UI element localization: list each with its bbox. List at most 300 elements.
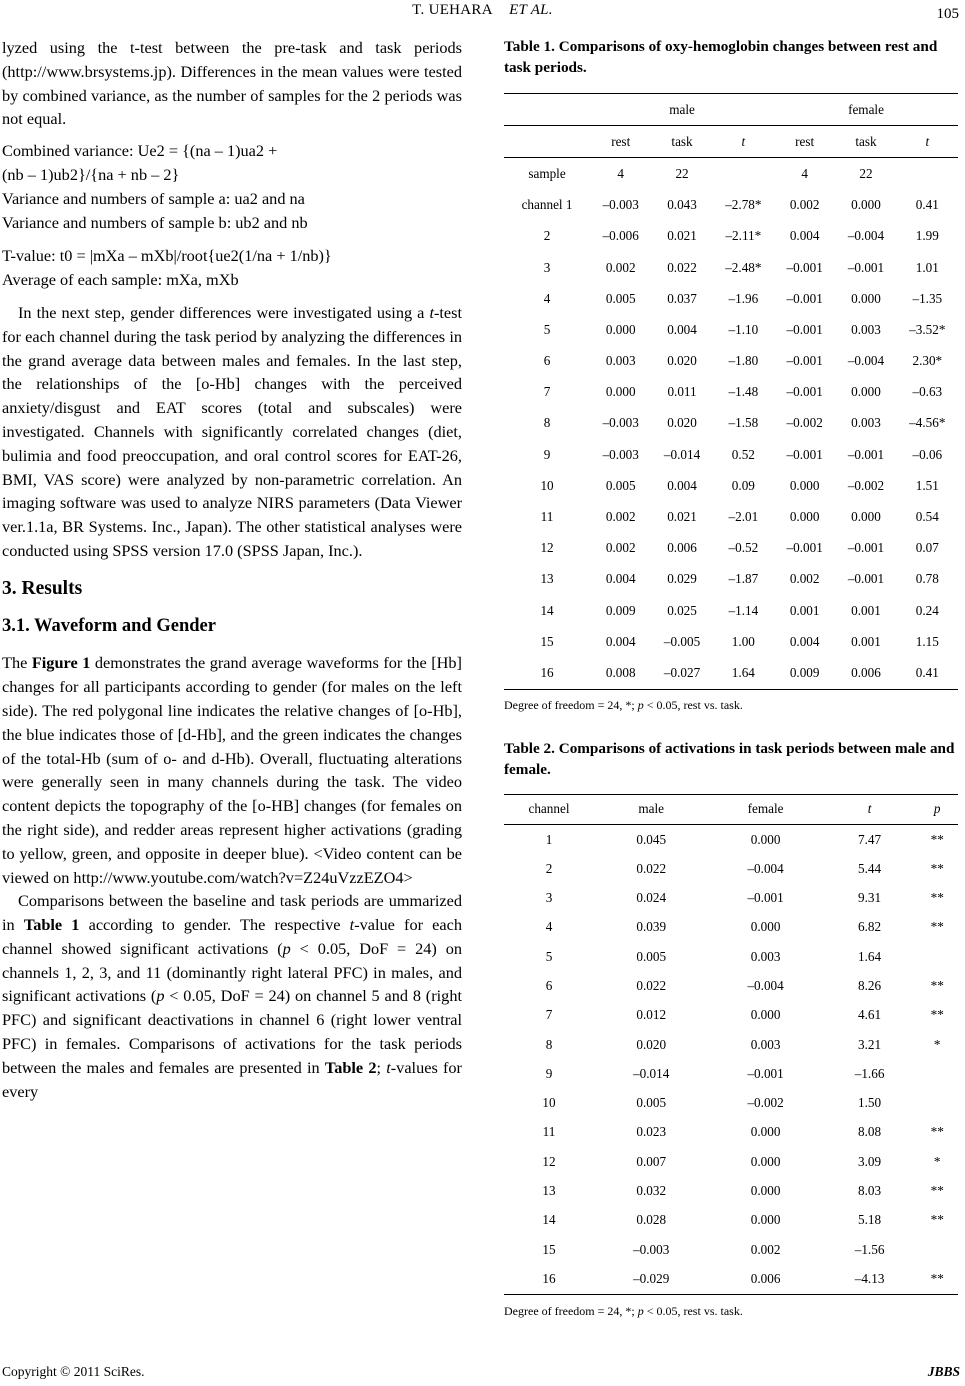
table-cell: 0.022 bbox=[636, 977, 667, 993]
italic-run: p bbox=[156, 986, 165, 1006]
table-cell: 1 bbox=[545, 831, 553, 847]
table-cell: 0.002 bbox=[605, 259, 636, 275]
table-cell: 0.000 bbox=[750, 1124, 781, 1140]
table-row bbox=[504, 657, 958, 689]
table-cell: 14 bbox=[540, 602, 554, 618]
table-cell: 0.001 bbox=[851, 633, 881, 649]
table-row bbox=[504, 1147, 958, 1176]
table-cell: 0.24 bbox=[915, 602, 939, 618]
paragraph: lyzed using the t-test between the pre-task and task periods (http://www.brsystems.jp). Differences in the mean values were tested by combined variance, as the number of samples for the 2 periods was not equal. bbox=[2, 38, 462, 129]
table1-caption: Table 1. Comparisons of oxy-hemoglobin changes between rest and task periods. bbox=[504, 38, 938, 76]
table-row bbox=[504, 1235, 958, 1264]
table-cell: –0.004 bbox=[747, 977, 784, 993]
page-footer bbox=[2, 1364, 960, 1380]
table-cell: –0.014 bbox=[663, 446, 701, 462]
table-cell: 13 bbox=[542, 1183, 556, 1199]
note-text: Degree of freedom = 24, *; bbox=[504, 697, 638, 712]
table-cell: * bbox=[933, 1153, 941, 1169]
left-column bbox=[2, 36, 462, 1103]
table-row bbox=[504, 1264, 958, 1294]
subsection-heading: 3.1. Waveform and Gender bbox=[2, 615, 216, 636]
table-cell: 4.61 bbox=[858, 1007, 882, 1023]
table-cell: –0.001 bbox=[847, 571, 885, 587]
table-cell: 2 bbox=[545, 860, 553, 876]
table-cell: –0.001 bbox=[786, 321, 823, 337]
table1-group-female: female bbox=[848, 101, 884, 117]
table-cell: 0.020 bbox=[667, 415, 697, 431]
table-row bbox=[504, 595, 958, 626]
note-italic: p bbox=[637, 1303, 644, 1318]
table-cell bbox=[713, 158, 774, 190]
table-cell: –0.001 bbox=[747, 890, 784, 906]
note-text: < 0.05, rest vs. task. bbox=[643, 697, 743, 712]
table-cell: ** bbox=[930, 1212, 944, 1228]
text-run: -value for each channel showed significant activations ( bbox=[2, 915, 462, 958]
table-cell: –0.001 bbox=[786, 384, 823, 400]
table-cell: –0.001 bbox=[786, 290, 823, 306]
table-cell: 7.47 bbox=[858, 831, 882, 847]
table-cell: 0.022 bbox=[667, 259, 697, 275]
table-cell: 0.021 bbox=[667, 228, 697, 244]
table-cell: –0.001 bbox=[786, 540, 823, 556]
table-row bbox=[504, 1206, 958, 1235]
table-cell: –0.001 bbox=[847, 446, 885, 462]
table-cell: 3 bbox=[545, 890, 553, 906]
table-row bbox=[504, 824, 958, 854]
table-cell: 0.78 bbox=[915, 571, 939, 587]
table-cell: 0.025 bbox=[667, 602, 697, 618]
table-cell: 15 bbox=[542, 1241, 556, 1257]
table-cell: 6.82 bbox=[858, 919, 882, 935]
table-cell: –0.001 bbox=[786, 353, 823, 369]
italic-run: t bbox=[349, 915, 355, 935]
table-cell: 6 bbox=[545, 977, 553, 993]
table-cell: 0.002 bbox=[789, 197, 820, 213]
table-cell: 0.002 bbox=[750, 1241, 781, 1257]
table-row bbox=[504, 346, 958, 377]
table-cell: 0.039 bbox=[636, 919, 667, 935]
table-cell: 0.003 bbox=[605, 353, 636, 369]
table-cell: 4 bbox=[543, 290, 551, 306]
table-cell: 0.000 bbox=[605, 384, 636, 400]
paragraph bbox=[2, 651, 462, 889]
note-italic: p bbox=[637, 697, 644, 712]
table-cell: 0.009 bbox=[789, 664, 820, 680]
equation-line: Variance and numbers of sample b: ub2 and nb bbox=[2, 212, 308, 232]
table-cell: –0.014 bbox=[633, 1065, 670, 1081]
table-cell: –4.13 bbox=[854, 1270, 885, 1286]
table-cell: 0.000 bbox=[750, 919, 781, 935]
table-cell: 13 bbox=[540, 571, 554, 587]
table-cell: –0.001 bbox=[747, 1065, 784, 1081]
text-run: < 0.05, DoF = 24) on channels 1, 2, 3, and 11 (dominantly right lateral PFC) in males, and significant activations ( bbox=[2, 938, 462, 1006]
table-cell: 22 bbox=[859, 165, 873, 181]
table-cell: 10 bbox=[542, 1095, 556, 1111]
note-text: < 0.05, rest vs. task. bbox=[643, 1303, 743, 1318]
table-cell: 11 bbox=[542, 1124, 556, 1140]
running-head bbox=[0, 2, 965, 19]
right-column bbox=[504, 36, 962, 1319]
table-row bbox=[504, 564, 958, 595]
table-row bbox=[504, 408, 958, 439]
table-reference: Table 2 bbox=[324, 1057, 377, 1077]
table-cell: 0.028 bbox=[636, 1212, 667, 1228]
table-row bbox=[504, 158, 958, 190]
table-cell: 7 bbox=[545, 1007, 553, 1023]
table-cell: 0.000 bbox=[851, 384, 881, 400]
table-cell: 0.012 bbox=[636, 1007, 667, 1023]
table-row bbox=[504, 883, 958, 912]
table-cell: 0.000 bbox=[789, 509, 820, 525]
page-number: 105 bbox=[936, 6, 959, 22]
table-cell: –1.66 bbox=[854, 1065, 885, 1081]
table-cell: –0.06 bbox=[912, 446, 943, 462]
table-row bbox=[504, 942, 958, 971]
table-cell bbox=[916, 1235, 958, 1264]
table-cell: 0.020 bbox=[667, 353, 697, 369]
table-cell: 5 bbox=[543, 321, 551, 337]
table-cell: –1.56 bbox=[854, 1241, 885, 1257]
table-cell: 1.99 bbox=[915, 228, 939, 244]
table-cell: –0.63 bbox=[912, 384, 943, 400]
table-cell: 3.09 bbox=[858, 1153, 882, 1169]
table-row bbox=[504, 439, 958, 470]
copyright: Copyright © 2011 SciRes. bbox=[2, 1364, 145, 1379]
table-cell: –1.14 bbox=[728, 602, 759, 618]
table-row bbox=[504, 1118, 958, 1147]
table-cell: channel 1 bbox=[521, 197, 573, 213]
table-cell: 4 bbox=[545, 919, 553, 935]
table-cell: 0.006 bbox=[750, 1270, 781, 1286]
table-cell: 3.21 bbox=[858, 1036, 882, 1052]
table-cell: –0.029 bbox=[633, 1270, 670, 1286]
table-cell: 0.004 bbox=[605, 571, 636, 587]
table-cell: 0.000 bbox=[750, 1007, 781, 1023]
table-cell: 5.18 bbox=[858, 1212, 882, 1228]
et-al: ET AL. bbox=[509, 2, 553, 18]
table-cell: 7 bbox=[543, 384, 551, 400]
table-cell: 11 bbox=[540, 509, 554, 525]
table-cell: ** bbox=[930, 860, 944, 876]
paragraph bbox=[2, 889, 462, 1103]
table-cell: 0.023 bbox=[636, 1124, 667, 1140]
table-cell: –0.001 bbox=[786, 446, 823, 462]
table-cell: 9 bbox=[543, 446, 551, 462]
table-cell: –0.003 bbox=[602, 197, 639, 213]
text-run: Comparisons between the baseline and task periods are ummarized in bbox=[2, 891, 462, 935]
text-run: ; bbox=[376, 1057, 387, 1077]
table-cell: 0.005 bbox=[636, 948, 667, 964]
italic-run: t bbox=[429, 302, 434, 322]
table-cell: 0.029 bbox=[667, 571, 697, 587]
table-cell: 0.52 bbox=[731, 446, 755, 462]
table-cell: 3 bbox=[543, 259, 551, 275]
table-cell: –0.003 bbox=[633, 1241, 670, 1257]
table-cell: 0.000 bbox=[851, 509, 881, 525]
table-row bbox=[504, 913, 958, 942]
table-cell bbox=[916, 1059, 958, 1088]
table-cell: 0.004 bbox=[667, 477, 697, 493]
table-cell: –0.005 bbox=[663, 633, 701, 649]
table-cell: –0.004 bbox=[847, 353, 885, 369]
table-row bbox=[504, 971, 958, 1000]
table-cell: ** bbox=[930, 1183, 944, 1199]
table-cell: –0.003 bbox=[602, 415, 639, 431]
table1-note bbox=[504, 698, 962, 713]
table-cell: 8.26 bbox=[858, 977, 882, 993]
table-cell: channel bbox=[528, 801, 570, 817]
table-cell: 1.51 bbox=[915, 477, 939, 493]
table-cell: task bbox=[671, 133, 693, 149]
journal-name: JBBS bbox=[927, 1364, 960, 1379]
table-cell: 8 bbox=[543, 415, 551, 431]
text-run: demonstrates the grand average waveforms for the [Hb] changes for all participants according to gender (for males on the left side). The red polygonal line indicates the relative changes of [o-Hb], the blue indicates those of [d-Hb], and the green indicates the changes of the total-Hb (sum of o- and d-Hb). Overall, fluctuating alterations were generally seen in many channels during the task. The video content depicts the topography of the [o-HB] changes (for females on the right side), and redder areas represent higher activations (grading to yellow, green, and opposite in deeper blue). <Video content can be viewed on http://www.youtube.com/watch?v=Z24uVzzEZO4> bbox=[2, 653, 462, 887]
table-row bbox=[504, 252, 958, 283]
table-row bbox=[504, 501, 958, 532]
table2-caption: Table 2. Comparisons of activations in task periods between male and female. bbox=[504, 739, 955, 778]
table-cell: ** bbox=[930, 977, 944, 993]
table-cell: 0.41 bbox=[915, 664, 939, 680]
author-name: T. UEHARA bbox=[412, 2, 493, 18]
table-cell: –0.004 bbox=[747, 860, 784, 876]
table-cell: 0.003 bbox=[851, 321, 881, 337]
table-row bbox=[504, 533, 958, 564]
table-cell: 0.004 bbox=[789, 228, 820, 244]
table-cell: 16 bbox=[540, 664, 554, 680]
table-cell: ** bbox=[930, 1007, 944, 1023]
table-row bbox=[504, 190, 958, 221]
table-cell: –2.48* bbox=[725, 259, 762, 275]
table-cell: 0.003 bbox=[750, 1036, 781, 1052]
table-cell: 0.022 bbox=[636, 860, 667, 876]
table-cell: ** bbox=[930, 1124, 944, 1140]
equation-line: Average of each sample: mXa, mXb bbox=[2, 270, 239, 290]
table-row bbox=[504, 626, 958, 657]
table-cell: 0.004 bbox=[605, 633, 636, 649]
table-cell: 6 bbox=[543, 353, 551, 369]
table-cell: 0.006 bbox=[851, 664, 881, 680]
table-cell: 0.002 bbox=[605, 540, 636, 556]
table-cell bbox=[897, 158, 958, 190]
table-cell: ** bbox=[930, 831, 944, 847]
table-cell: 1.15 bbox=[915, 633, 939, 649]
table-cell: 0.000 bbox=[851, 197, 881, 213]
table-cell: 0.037 bbox=[667, 290, 697, 306]
table-cell: –0.52 bbox=[728, 540, 759, 556]
table-cell bbox=[916, 1089, 958, 1118]
table-cell bbox=[916, 942, 958, 971]
table-cell: sample bbox=[528, 165, 566, 181]
section-heading: 3. Results bbox=[2, 577, 83, 599]
table-cell: 0.005 bbox=[605, 477, 636, 493]
table-cell: rest bbox=[611, 133, 631, 149]
table-cell: p bbox=[933, 801, 941, 817]
table-cell: 0.045 bbox=[636, 831, 667, 847]
table1 bbox=[504, 93, 958, 690]
table-cell: 0.001 bbox=[851, 602, 881, 618]
table-row bbox=[504, 794, 958, 824]
table-cell: 2.30* bbox=[912, 353, 943, 369]
table-cell: 0.000 bbox=[605, 321, 636, 337]
table-cell: –1.35 bbox=[912, 290, 943, 306]
table-cell: 2 bbox=[543, 228, 551, 244]
table-cell: 15 bbox=[540, 633, 554, 649]
table1-group-spacer bbox=[504, 94, 590, 126]
table-cell: 4 bbox=[801, 165, 808, 181]
table-cell: 9 bbox=[545, 1065, 553, 1081]
table-cell: 0.043 bbox=[667, 197, 697, 213]
equation-line: (nb – 1)ub2}/{na + nb – 2} bbox=[2, 164, 180, 184]
table-cell: task bbox=[855, 133, 877, 149]
table-cell: –1.58 bbox=[728, 415, 759, 431]
table-cell: 9.31 bbox=[858, 890, 882, 906]
table-cell: 1.64 bbox=[731, 664, 755, 680]
table-cell: 0.004 bbox=[667, 321, 697, 337]
table-cell: 0.000 bbox=[750, 831, 781, 847]
table-cell: 0.024 bbox=[636, 890, 667, 906]
table-cell: 0.032 bbox=[636, 1183, 667, 1199]
table-cell: ** bbox=[930, 890, 944, 906]
table-cell: 0.000 bbox=[750, 1212, 781, 1228]
table-cell: 0.07 bbox=[915, 540, 939, 556]
table-cell: rest bbox=[795, 133, 815, 149]
text-run: In the next step, gender differences were investigated using a bbox=[18, 302, 430, 322]
table-cell: 0.005 bbox=[605, 290, 636, 306]
table-cell: 0.41 bbox=[915, 197, 939, 213]
table-cell: t bbox=[925, 133, 930, 149]
table-cell: –3.52* bbox=[909, 321, 946, 337]
table-row bbox=[504, 126, 958, 158]
table-cell: –0.002 bbox=[786, 415, 823, 431]
table-cell: 1.64 bbox=[858, 948, 882, 964]
table1-group-male: male bbox=[669, 101, 695, 117]
paragraph bbox=[2, 301, 462, 563]
note-text: Degree of freedom = 24, *; bbox=[504, 1303, 638, 1318]
table-cell: –0.002 bbox=[747, 1095, 784, 1111]
table-cell: 0.003 bbox=[851, 415, 881, 431]
table-cell: 0.000 bbox=[750, 1183, 781, 1199]
table-cell: –2.11* bbox=[725, 228, 762, 244]
text-run: -values for every bbox=[2, 1057, 462, 1101]
table-row bbox=[504, 1089, 958, 1118]
table-cell: 0.007 bbox=[636, 1153, 667, 1169]
table-row bbox=[504, 283, 958, 314]
table-row bbox=[504, 470, 958, 501]
table-cell: 5.44 bbox=[858, 860, 882, 876]
table-cell: –0.001 bbox=[786, 259, 823, 275]
text-run: -test for each channel during the task period by analyzing the differences in the grand average data between males and females. In the last step, the relationships of the [o-Hb] changes with the perceived anxiety/disgust and EAT scores (total and subscales) were investigated. Channels with significantly correlated changes (diet, bulimia and food preoccupation, and oral control scores for EAT-26, BMI, VAS score) were analyzed by non-parametric correlation. An imaging software was used to analyze NIRS parameters (Data Viewer ver.1.1a, BR Systems. Inc., Japan). The other statistical analyses were conducted using SPSS version 17.0 (SPSS Japan, Inc.). bbox=[2, 302, 462, 560]
text-run: < 0.05, DoF = 24) on channel 5 and 8 (right PFC) and significant deactivations in channel 6 (right lower ventral PFC) in females. Comparisons of activations for the task periods between the males and females are presented in bbox=[2, 986, 462, 1077]
table-cell: –2.01 bbox=[728, 509, 759, 525]
table-cell: 8.03 bbox=[858, 1183, 882, 1199]
table-cell: 22 bbox=[675, 165, 689, 181]
table-reference: Table 1 bbox=[23, 915, 80, 935]
table-cell: –0.002 bbox=[847, 477, 885, 493]
table-cell: t bbox=[741, 133, 746, 149]
table-cell: female bbox=[747, 801, 784, 817]
table-row bbox=[504, 1176, 958, 1205]
table-cell: 0.001 bbox=[789, 602, 820, 618]
table-cell: 1.01 bbox=[915, 259, 939, 275]
table-cell: 0.011 bbox=[667, 384, 697, 400]
table-cell: –0.001 bbox=[847, 540, 885, 556]
table-cell: 0.000 bbox=[750, 1153, 781, 1169]
table2-note bbox=[504, 1304, 962, 1319]
table-cell: 0.020 bbox=[636, 1036, 667, 1052]
table-cell: 0.005 bbox=[636, 1095, 667, 1111]
table-cell: 0.000 bbox=[789, 477, 820, 493]
table-cell: 0.003 bbox=[750, 948, 781, 964]
table-cell: 0.002 bbox=[789, 571, 820, 587]
equation-line: Combined variance: Ue2 = {(na – 1)ua2 + bbox=[2, 141, 278, 161]
table-cell: 0.004 bbox=[789, 633, 820, 649]
table-cell: 0.008 bbox=[605, 664, 636, 680]
table-cell: –0.006 bbox=[602, 228, 639, 244]
equation-line: T-value: t0 = |mXa – mXb|/root{ue2(1/na + 1/nb)} bbox=[2, 246, 332, 266]
table-row bbox=[504, 221, 958, 252]
table-cell: –0.027 bbox=[663, 664, 701, 680]
table-cell: 5 bbox=[545, 948, 553, 964]
table-cell: –0.001 bbox=[847, 259, 885, 275]
table-cell: 0.000 bbox=[851, 290, 881, 306]
table-cell: –2.78* bbox=[725, 197, 762, 213]
text-run: according to gender. The respective bbox=[79, 915, 350, 935]
table-cell: 14 bbox=[542, 1212, 556, 1228]
table-cell: 0.54 bbox=[915, 509, 939, 525]
table-row bbox=[504, 377, 958, 408]
table-cell: –0.004 bbox=[847, 228, 885, 244]
table-cell: 10 bbox=[540, 477, 554, 493]
italic-run: t bbox=[386, 1057, 391, 1077]
table-cell: t bbox=[867, 801, 872, 817]
table2 bbox=[504, 794, 958, 1295]
table-cell: –4.56* bbox=[909, 415, 946, 431]
table-cell: –0.003 bbox=[602, 446, 639, 462]
table-cell: 12 bbox=[540, 540, 554, 556]
table-cell: 12 bbox=[542, 1153, 556, 1169]
table-cell: 8.08 bbox=[858, 1124, 882, 1140]
table-cell: 16 bbox=[542, 1270, 556, 1286]
page-header bbox=[0, 2, 965, 26]
table-row bbox=[504, 854, 958, 883]
table-cell: * bbox=[933, 1036, 941, 1052]
table-cell: 0.021 bbox=[667, 509, 697, 525]
table-cell: –1.48 bbox=[728, 384, 759, 400]
table-row bbox=[504, 314, 958, 345]
figure-reference: Figure 1 bbox=[31, 653, 91, 673]
equation-line: Variance and numbers of sample a: ua2 and na bbox=[2, 188, 305, 208]
table-cell: 1.00 bbox=[731, 633, 755, 649]
table-row bbox=[504, 1001, 958, 1030]
table-cell: –1.96 bbox=[728, 290, 759, 306]
table-row bbox=[504, 1059, 958, 1088]
table-cell: 4 bbox=[617, 165, 625, 181]
table-cell: 8 bbox=[545, 1036, 553, 1052]
table-cell: 0.09 bbox=[731, 477, 755, 493]
table-cell: ** bbox=[930, 1270, 944, 1286]
table-cell: ** bbox=[930, 919, 944, 935]
table-cell: 0.009 bbox=[605, 602, 636, 618]
table-cell: 0.002 bbox=[605, 509, 636, 525]
text-run: The bbox=[2, 653, 32, 673]
table-cell: male bbox=[638, 801, 665, 817]
table-row bbox=[504, 1030, 958, 1059]
table-cell: 0.006 bbox=[667, 540, 697, 556]
table-cell: 1.50 bbox=[858, 1095, 882, 1111]
table-cell: –1.87 bbox=[728, 571, 759, 587]
table-cell bbox=[504, 126, 590, 158]
italic-run: p bbox=[282, 938, 291, 958]
